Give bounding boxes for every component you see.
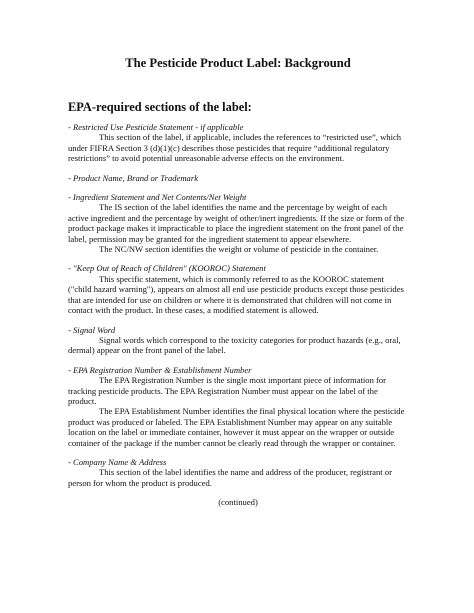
section-title: - "Keep Out of Reach of Children" (KOOROC) Statement: [68, 263, 266, 274]
section-paragraph: This specific statement, which is commonly referred to as the KOOROC statement ("child hazard warning"), appears on almost all end use pesticide products except those pesticides that are intended for use on children or where it is demonstrated that children will not come in contact with the product. In these cases, a modified statement is allowed.: [68, 273, 404, 316]
section-paragraph: The IS section of the label identifies the name and the percentage by weight of each active ingredient and the percentage by weight of other/inert ingredients. If the size or form of the product package makes it impracticable to place the ingredient statement on the front panel of the label, permission may be granted for the ingredient statement to appear elsewhere.: [68, 202, 405, 244]
section-title: - Product Name, Brand or Trademark: [68, 172, 199, 183]
document-title: The Pesticide Product Label: Background: [125, 56, 351, 70]
section-paragraph: This section of the label, if applicable, includes the references to “restricted use”, which under FIFRA Section 3 (d)(1)(c) describes those pesticides that require “additional regulatory restrictions” to avoid potential unreasonable adverse effects on the environment.: [68, 132, 402, 164]
section-list-heading: EPA-required sections of the label:: [68, 100, 252, 114]
section-title: - Company Name & Address: [68, 456, 167, 467]
section-title: - Ingredient Statement and Net Contents/Net Weight: [68, 192, 247, 203]
label-section: [68, 457, 408, 488]
section-title: - Signal Word: [68, 324, 116, 335]
section-paragraph: The EPA Registration Number is the single most important piece of information for tracking pesticide products. The EPA Registration Number must appear on the label of the product.: [68, 375, 387, 406]
label-section: [68, 192, 408, 254]
section-paragraph: Signal words which correspond to the toxicity categories for product hazards (e.g., oral, dermal) appear on the front panel of the label.: [68, 334, 401, 356]
continued-note: (continued): [218, 497, 258, 508]
label-section: [68, 173, 408, 183]
section-paragraph: This section of the label identifies the name and address of the producer, registrant or person for whom the product is produced.: [68, 467, 392, 488]
section-title: - Restricted Use Pesticide Statement - if applicable: [68, 122, 244, 132]
label-section: [68, 365, 408, 448]
section-title: - EPA Registration Number & Establishment Number: [68, 364, 252, 375]
label-section: [68, 325, 408, 356]
label-section: [68, 122, 408, 164]
section-paragraph: The NC/NW section identifies the weight or volume of pesticide in the container.: [99, 244, 379, 255]
section-paragraph: The EPA Establishment Number identifies the final physical location where the pesticide product was produced or labeled. The EPA Establishment Number may appear on any suitable location on the label or immediate container, however it must appear on the wrapper or outside container of the package if the number cannot be clearly read through the wrapper or container.: [68, 406, 405, 448]
document-page: [68, 56, 408, 508]
label-sections: [68, 122, 408, 488]
label-section: [68, 263, 408, 315]
